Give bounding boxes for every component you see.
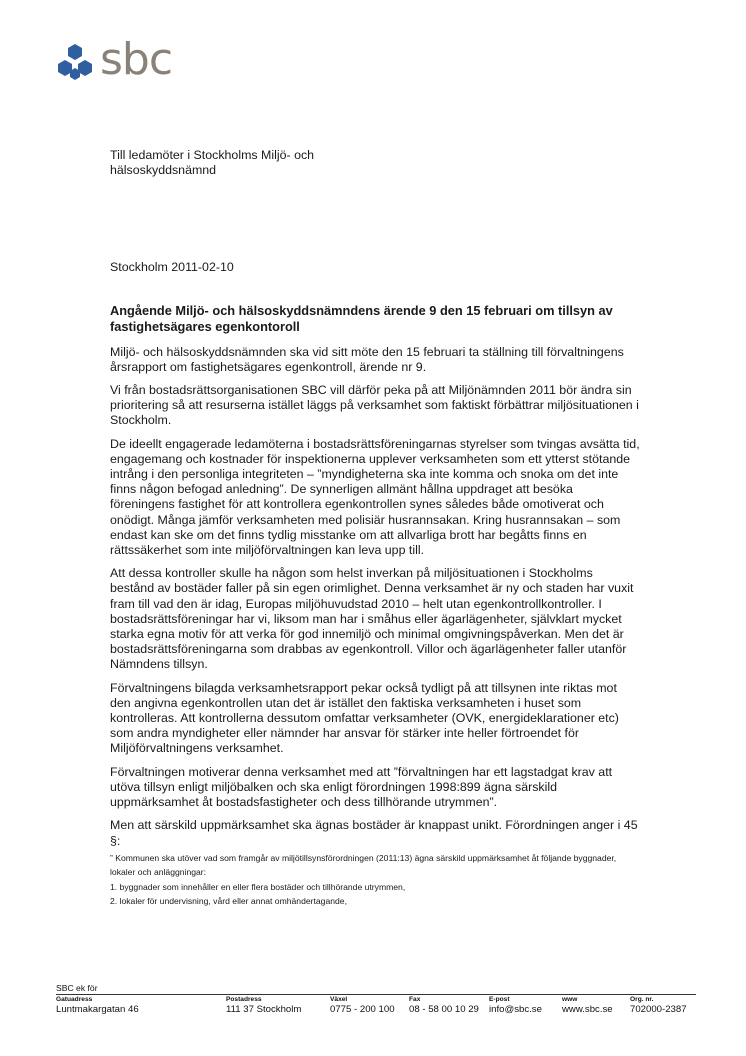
body-paragraph: De ideellt engagerade ledamöterna i bostadsrättsföreningarnas styrelser som tvingas avsätta tid, engagemang och kostnader för inspektionerna upplever verksamheten som ett ytterst stötande intrång i den personliga integriteten – ”myndigheterna ska inte komma och snoka om det inte finns någon befogad anledning”. De synnerligen allmänt hållna uppdraget att besöka föreningens fastighet för att kontrollera egenkontrollen synes således både omotiverat och onödigt. Många jämför verksamheten med polisiär husrannsakan. Kring husrannsakan – som endast kan ske om det finns tydlig misstanke om att allvarliga brott har begåtts finns en rättssäkerhet som inte miljöförvaltningen kan leva upp till. [110,436,640,558]
footer-value: 111 37 Stockholm [226,1004,302,1015]
sbc-hexagon-cluster-icon [54,42,96,84]
logo-wordmark: sbc [100,34,173,85]
footer-web [562,995,613,1015]
body-paragraph: Förvaltningens bilagda verksamhetsrapport pekar också tydligt på att tillsynen inte riktas mot den angivna egenkontrollen utan det är istället den faktiska verksamheten i huset som kontrolleras. Att kontrollerna dessutom omfattar verksamheter (OVK, energideklarationer etc) som andra myndigheter eller nämnder har ansvar för stärker inte heller förtroendet för Miljöförvaltningens verksamhet. [110,680,619,756]
footer-value: info@sbc.se [489,1004,542,1015]
letter [110,148,640,908]
footer-label: Postadress [226,996,262,1003]
footer-label: Växel [330,996,348,1003]
footer-value: 0775 - 200 100 [330,1004,395,1015]
body-paragraph: Att dessa kontroller skulle ha någon som helst inverkan på miljösituationen i Stockholms bestånd av bostäder faller på sin egen orimlighet. Denna verksamhet är ny och staden har vuxit fram till vad den är idag, Europas miljöhuvudstad 2010 – helt utan egenkontrollkontroller. I bostadsrättsföreningar har vi, liksom man har i småhus eller ägarlägenheter, självklart mycket starka egna motiv för att verka för god innemiljö och minimal omgivningspåverkan. Men det är bostadsrättsföreningarna som drabbas av egenkontroll. Villor och ägarlägenheter faller utanför Nämndens tillsyn. [110,566,634,672]
footer-label: Org. nr. [630,996,654,1003]
footer-value: 702000-2387 [630,1004,687,1015]
letter-date: Stockholm 2011-02-10 [110,260,234,275]
body-paragraph: Förvaltningen motiverar denna verksamhet med att ”förvaltningen har ett lagstadgat krav att utöva tillsyn enligt miljöbalken och ska enligt förordningen 1998:899 ägna särskild uppmärksamhet åt bostadsfastigheter och dess tillhörande utrymmen”. [110,764,613,810]
footer-value: 08 - 58 00 10 29 [409,1004,479,1015]
quote-line: 2. lokaler för undervisning, vård eller annat omhändertagande, [110,895,347,906]
footer-street [56,995,139,1015]
body-paragraph: Miljö- och hälsoskyddsnämnden ska vid sitt möte den 15 februari ta ställning till förvaltningens årsrapport om fastighetsägares egenkontroll, ärende nr 9. [110,344,624,374]
footer-value: www.sbc.se [562,1004,613,1015]
regulation-quote [110,851,640,909]
footer-label: Gatuadress [56,996,93,1003]
footer [56,983,696,1019]
footer-org-number [630,995,687,1015]
footer-postal [226,995,301,1015]
quote-line: 1. byggnader som innehåller en eller flera bostäder och tillhörande utrymmen, [110,881,406,892]
recipient-line: hälsoskyddsnämnd [110,163,217,178]
footer-label: Fax [409,996,421,1003]
footer-switchboard [330,995,395,1015]
footer-contact-columns [56,995,696,1019]
footer-label: www [562,996,578,1003]
body-paragraph: Vi från bostadsrättsorganisationen SBC vill därför peka på att Miljönämnden 2011 bör ändra sin prioritering så att resurserna istället läggs på verksamhet som faktiskt förbättrar miljösituationen i Stockholm. [110,383,639,428]
quote-line: ” Kommunen ska utöver vad som framgår av miljötillsynsförordningen (2011:13) ägna särskild uppmärksamhet åt följande byggnader, lokaler och anläggningar: [110,852,617,878]
letter-subject: Angående Miljö- och hälsoskyddsnämndens ärende 9 den 15 februari om tillsyn av fastighetsägares egenkontoroll [110,302,613,334]
recipient-block [110,148,640,178]
footer-value: Luntmakargatan 46 [56,1004,139,1015]
recipient-line: Till ledamöter i Stockholms Miljö- och [110,148,315,162]
footer-email [489,995,542,1015]
letter-body [110,345,640,849]
body-paragraph: Men att särskild uppmärksamhet ska ägnas bostäder är knappast unikt. Förordningen anger i 45 §: [110,818,638,848]
sbc-logo [54,34,173,86]
footer-company: SBC ek för [56,983,98,993]
footer-label: E-post [489,996,510,1003]
footer-fax [409,995,479,1015]
